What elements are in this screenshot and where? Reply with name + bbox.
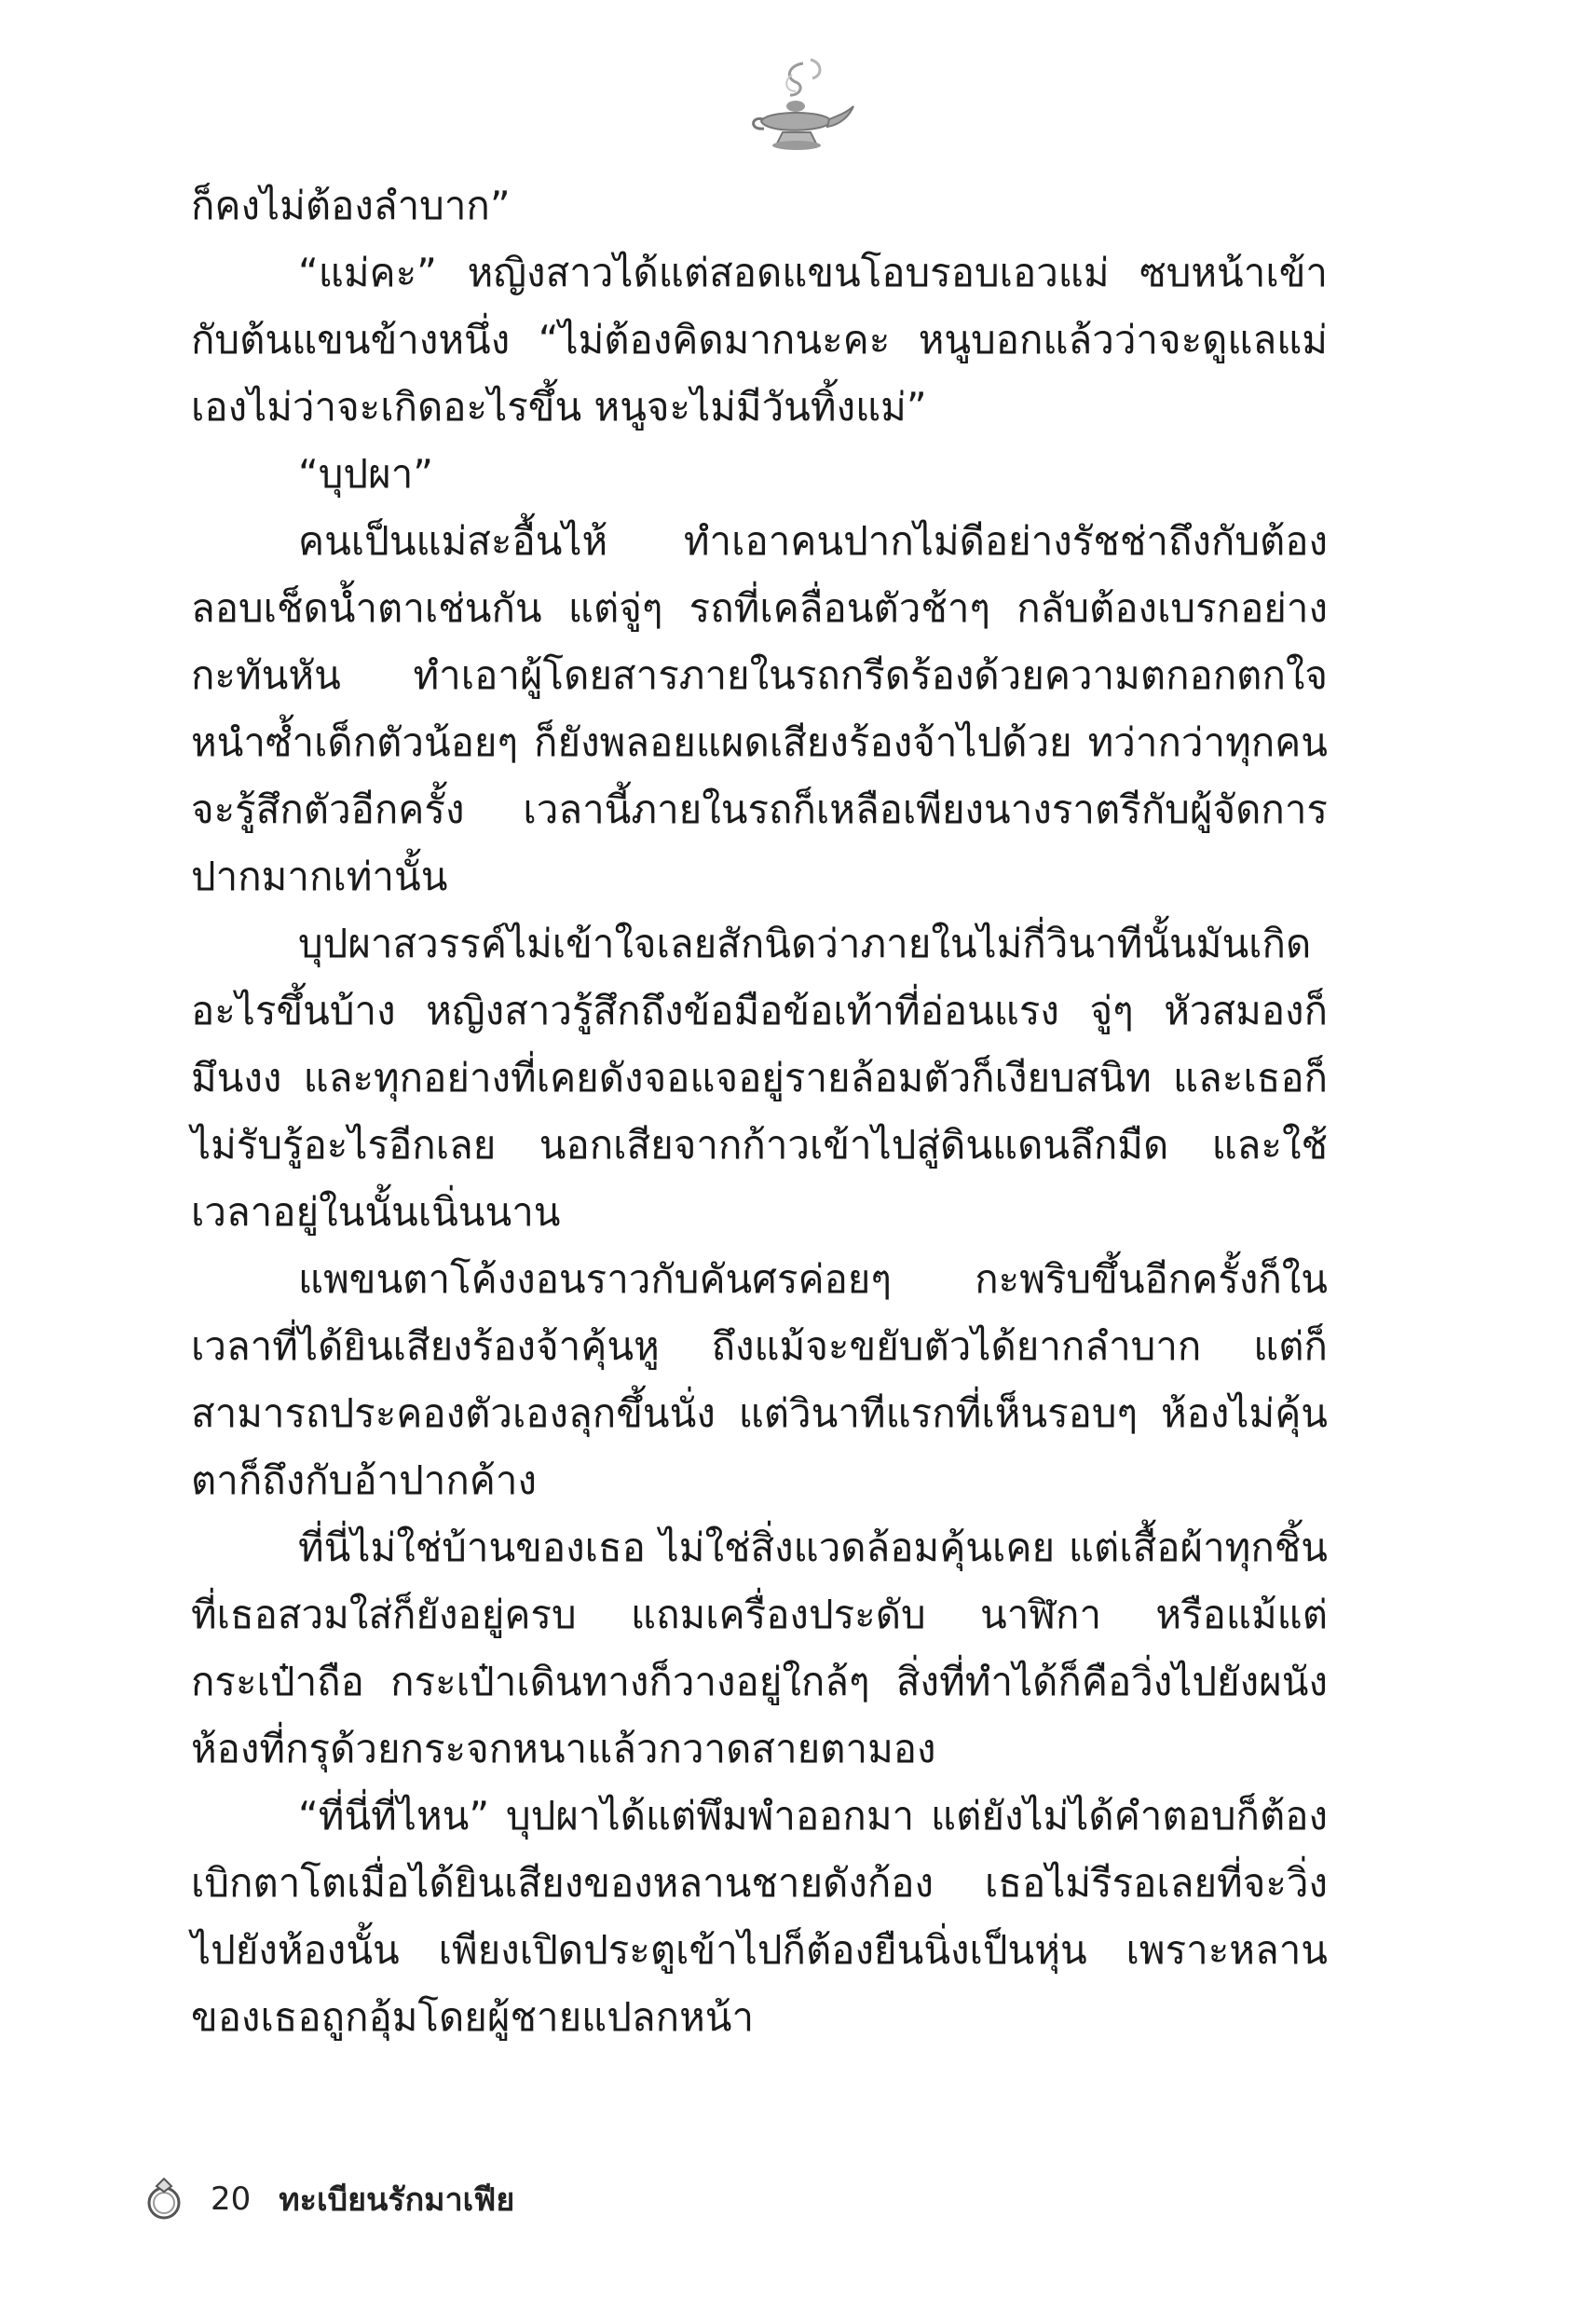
- book-title: ทะเบียนรักมาเฟีย: [279, 2181, 515, 2219]
- paragraph: คนเป็นแม่สะอื้นไห้ ทำเอาคนปากไม่ดีอย่างรัชช่าถึงกับต้องลอบเช็ดน้ำตาเช่นกัน แต่จู่ๆ รถที่เคลื่อนตัวช้าๆ กลับต้องเบรกอย่างกะทันหัน ทำเอาผู้โดยสารภายในรถกรีดร้องด้วยความตกอกตกใจหนำซ้ำเด็กตัวน้อยๆ ก็ยังพลอยแผดเสียงร้องจ้าไปด้วย ทว่ากว่าทุกคนจะรู้สึกตัวอีกครั้ง เวลานี้ภายในรถก็เหลือเพียงนางราตรีกับผู้จัดการปากมากเท่านั้น: [191, 518, 1328, 899]
- paragraph: แพขนตาโค้งงอนราวกับคันศรค่อยๆ กะพริบขึ้นอีกครั้งก็ในเวลาที่ได้ยินเสียงร้องจ้าคุ้นหู ถึงแม้จะขยับตัวได้ยากลำบาก แต่ก็สามารถประคองตัวเองลุกขึ้นนั่ง แต่วินาทีแรกที่เห็นรอบๆ ห้องไม่คุ้นตาก็ถึงกับอ้าปากค้าง: [191, 1256, 1328, 1503]
- paragraph: ที่นี่ไม่ใช่บ้านของเธอ ไม่ใช่สิ่งแวดล้อมคุ้นเคย แต่เสื้อผ้าทุกชิ้นที่เธอสวมใส่ก็ยังอยู่ครบ แถมเครื่องประดับ นาฬิกา หรือแม้แต่กระเป๋าถือ กระเป๋าเดินทางก็วางอยู่ใกล้ๆ สิ่งที่ทำได้ก็คือวิ่งไปยังผนังห้องที่กรุด้วยกระจกหนาแล้วกวาดสายตามอง: [191, 1525, 1328, 1771]
- page-footer: [140, 2171, 514, 2227]
- paragraph: “แม่คะ” หญิงสาวได้แต่สอดแขนโอบรอบเอวแม่ ซบหน้าเข้ากับต้นแขนข้างหนึ่ง “ไม่ต้องคิดมากนะคะ หนูบอกแล้วว่าจะดูแลแม่เองไม่ว่าจะเกิดอะไรขึ้น หนูจะไม่มีวันทิ้งแม่”: [191, 250, 1328, 430]
- paragraph: “บุปผา”: [298, 451, 434, 497]
- page-number: 20: [211, 2181, 252, 2218]
- paragraph: ก็คงไม่ต้องลำบาก”: [191, 183, 511, 228]
- ring-icon: [140, 2175, 188, 2223]
- paragraph: บุปผาสวรรค์ไม่เข้าใจเลยสักนิดว่าภายในไม่กี่วินาทีนั้นมันเกิดอะไรขึ้นบ้าง หญิงสาวรู้สึกถึงข้อมือข้อเท้าที่อ่อนแรง จู่ๆ หัวสมองก็มึนงง และทุกอย่างที่เคยดังจอแจอยู่รายล้อมตัวก็เงียบสนิท และเธอก็ไม่รับรู้อะไรอีกเลย นอกเสียจากก้าวเข้าไปสู่ดินแดนลึกมืด และใช้เวลาอยู่ในนั้นเนิ่นนาน: [191, 921, 1328, 1235]
- paragraph: “ที่นี่ที่ไหน” บุปผาได้แต่พึมพำออกมา แต่ยังไม่ได้คำตอบก็ต้องเบิกตาโตเมื่อได้ยินเสียงของหลานชายดังก้อง เธอไม่รีรอเลยที่จะวิ่งไปยังห้องนั้น เพียงเปิดประตูเข้าไปก็ต้องยืนนิ่งเป็นหุ่น เพราะหลานของเธอถูกอุ้มโดยผู้ชายแปลกหน้า: [191, 1793, 1328, 2040]
- genie-lamp-icon: [738, 54, 859, 166]
- page-body: [191, 172, 1328, 2051]
